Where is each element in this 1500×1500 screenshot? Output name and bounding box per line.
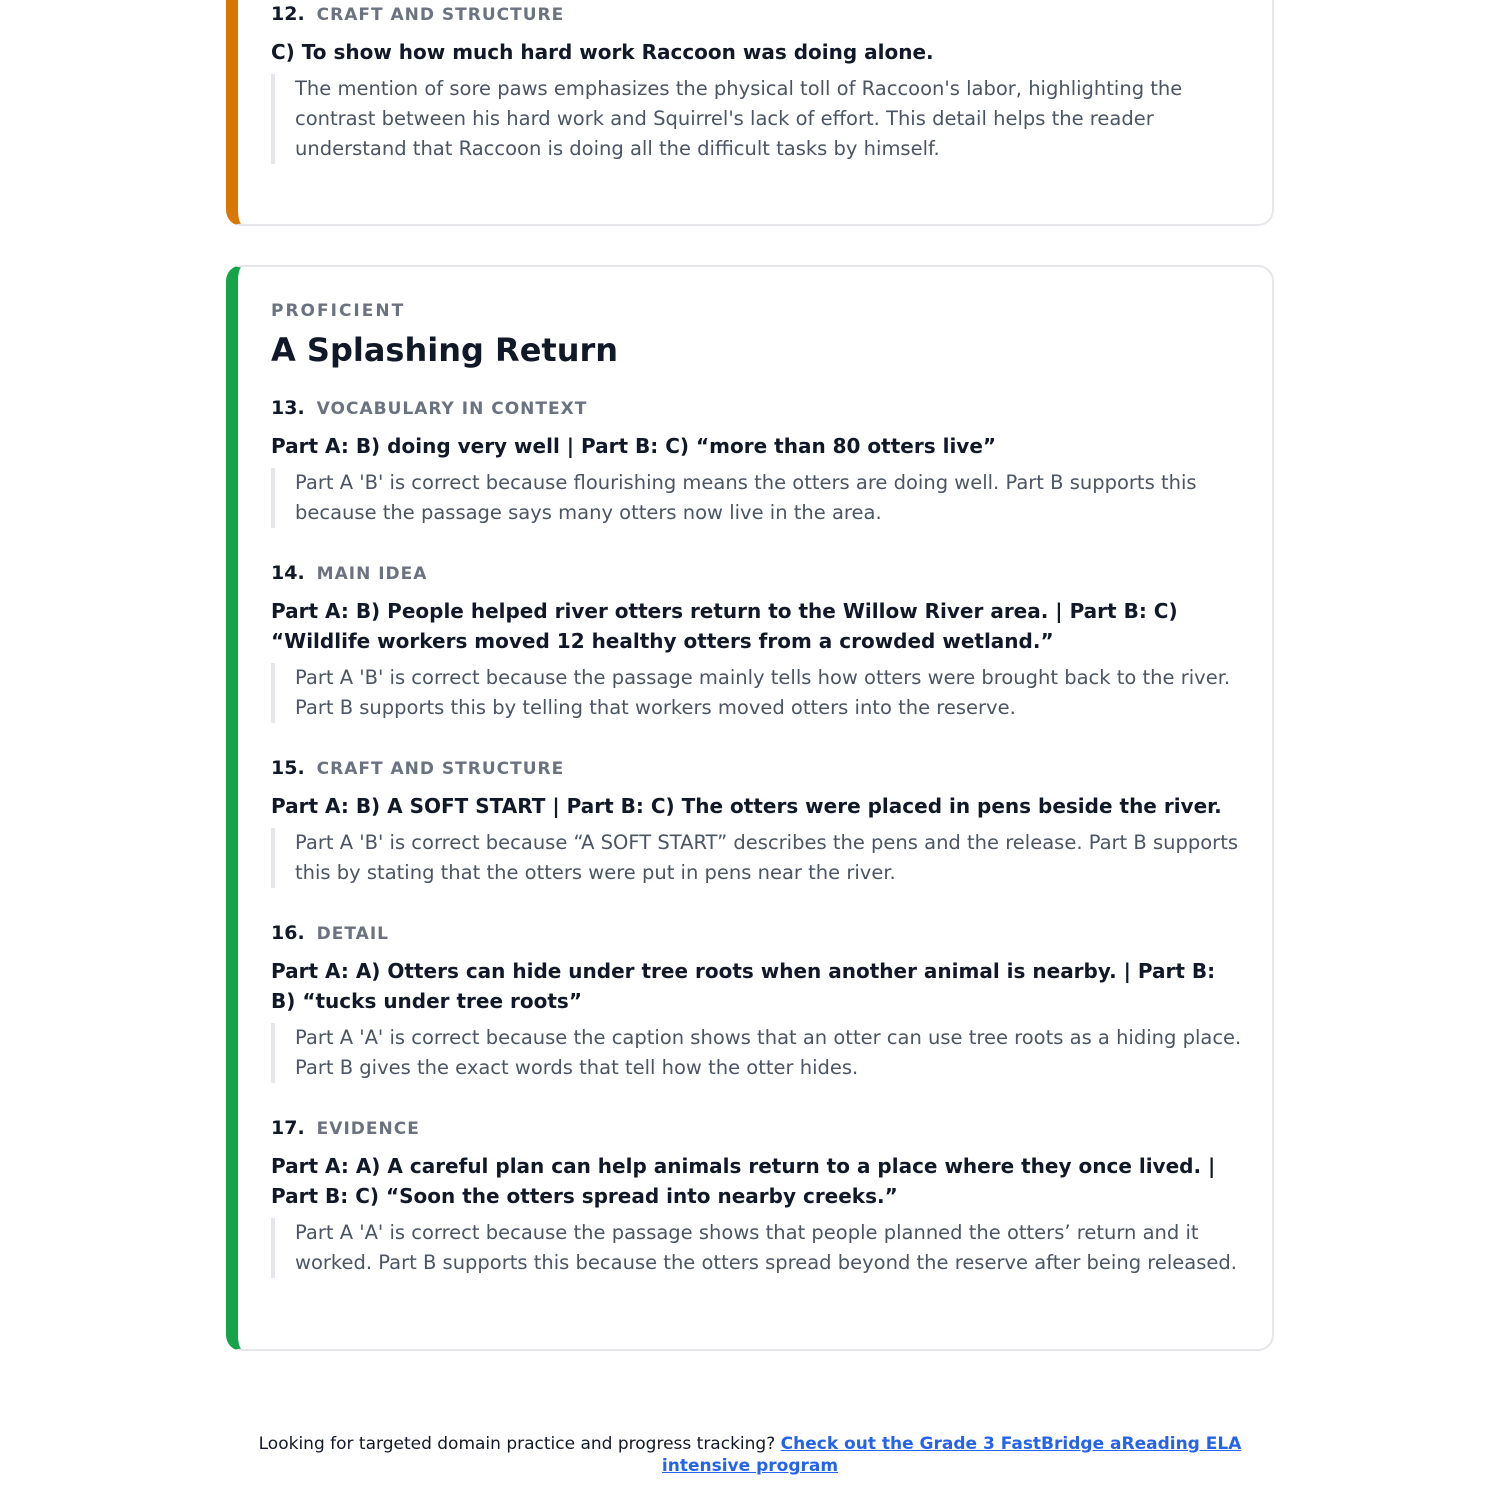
level-label: PROFICIENT xyxy=(271,301,406,321)
question-category: MAIN IDEA xyxy=(316,564,428,584)
answer-card-previous xyxy=(226,0,1274,226)
question-explanation: Part A 'B' is correct because flourishing means the otters are doing well. Part B supports this because the passage says many otters now live in the area. xyxy=(271,468,1242,528)
question-explanation: Part A 'A' is correct because the caption shows that an otter can use tree roots as a hiding place. Part B gives the exact words that tell how the otter hides. xyxy=(271,1023,1242,1083)
question-13 xyxy=(271,397,1242,528)
question-explanation: Part A 'A' is correct because the passage shows that people planned the otters’ return and it worked. Part B supports this because the otters spread beyond the reserve after being released. xyxy=(271,1218,1242,1278)
question-category: CRAFT AND STRUCTURE xyxy=(316,5,565,25)
question-explanation: Part A 'B' is correct because “A SOFT START” describes the pens and the release. Part B supports this by stating that the otters were put in pens near the river. xyxy=(271,828,1242,888)
question-answer: Part A: A) Otters can hide under tree roots when another animal is nearby. | Part B: B) “tucks under tree roots” xyxy=(271,959,1216,1013)
question-explanation: The mention of sore paws emphasizes the physical toll of Raccoon's labor, highlighting the contrast between his hard work and Squirrel's lack of effort. This detail helps the reader understand that Raccoon is doing all the difficult tasks by himself. xyxy=(271,74,1242,164)
program-link[interactable]: Check out the Grade 3 FastBridge aReading ELA intensive program xyxy=(661,1434,1242,1476)
question-header xyxy=(271,757,1242,783)
question-header xyxy=(271,3,1242,29)
question-17 xyxy=(271,1117,1242,1278)
question-number: 16. xyxy=(271,922,305,944)
question-category: VOCABULARY IN CONTEXT xyxy=(316,399,588,419)
question-header xyxy=(271,922,1242,948)
answer-card-proficient xyxy=(226,265,1274,1351)
question-number: 12. xyxy=(271,3,305,25)
question-16 xyxy=(271,922,1242,1083)
question-number: 15. xyxy=(271,757,305,779)
question-category: DETAIL xyxy=(316,924,389,944)
question-answer: Part A: B) A SOFT START | Part B: C) The otters were placed in pens beside the river. xyxy=(271,794,1222,818)
question-number: 13. xyxy=(271,397,305,419)
question-12 xyxy=(271,3,1242,164)
question-number: 17. xyxy=(271,1117,305,1139)
footer-promo xyxy=(230,1433,1270,1477)
question-14 xyxy=(271,562,1242,723)
question-header xyxy=(271,562,1242,588)
question-header xyxy=(271,1117,1242,1143)
question-15 xyxy=(271,757,1242,888)
footer-text: Looking for targeted domain practice and progress tracking? xyxy=(258,1434,776,1454)
question-answer: Part A: A) A careful plan can help animals return to a place where they once lived. | Part B: C) “Soon the otters spread into nearby creeks.” xyxy=(271,1154,1216,1208)
question-answer: C) To show how much hard work Raccoon was doing alone. xyxy=(271,40,934,64)
question-answer: Part A: B) People helped river otters return to the Willow River area. | Part B: C) “Wildlife workers moved 12 healthy otters from a crowded wetland.” xyxy=(271,599,1178,653)
question-explanation: Part A 'B' is correct because the passage mainly tells how otters were brought back to the river. Part B supports this by telling that workers moved otters into the reserve. xyxy=(271,663,1242,723)
question-category: EVIDENCE xyxy=(316,1119,420,1139)
question-header xyxy=(271,397,1242,423)
question-number: 14. xyxy=(271,562,305,584)
passage-title: A Splashing Return xyxy=(271,331,619,369)
question-answer: Part A: B) doing very well | Part B: C) “more than 80 otters live” xyxy=(271,434,997,458)
question-category: CRAFT AND STRUCTURE xyxy=(316,759,565,779)
